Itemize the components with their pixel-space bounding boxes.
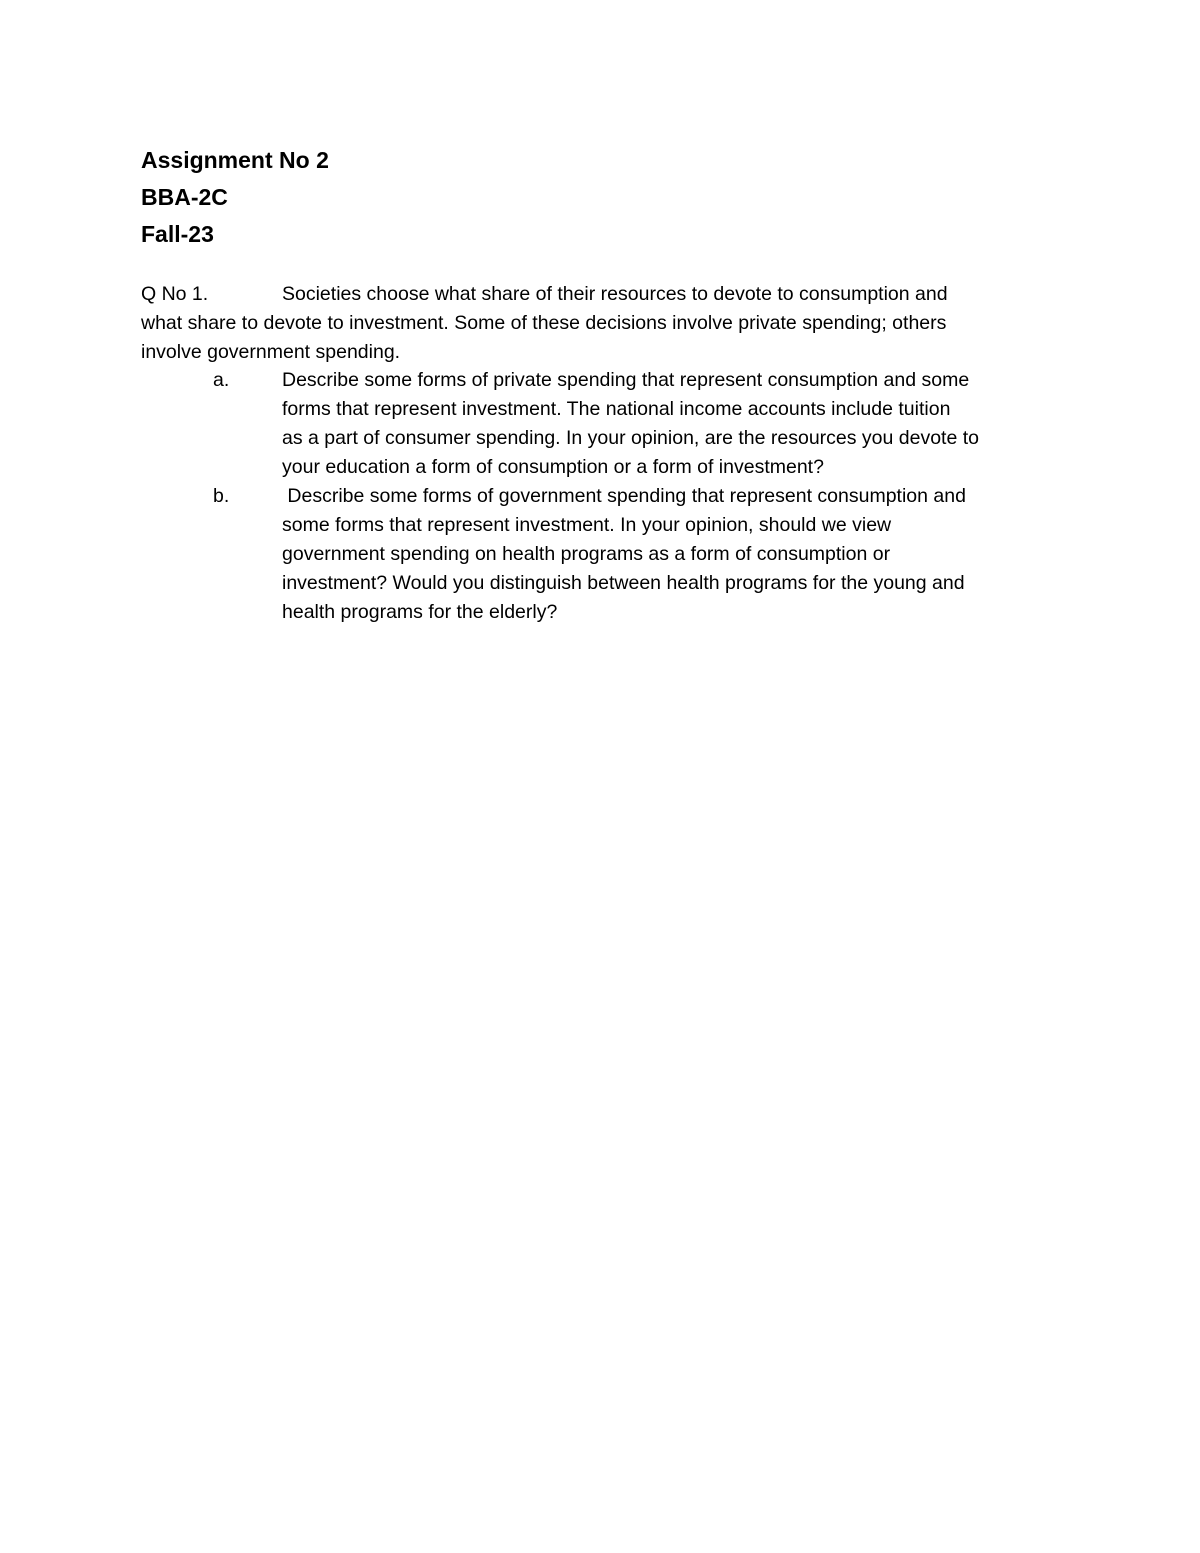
part-marker: a. [213, 369, 230, 391]
question-line: Societies choose what share of their resources to devote to consumption and [282, 283, 948, 305]
part-line: forms that represent investment. The national income accounts include tuition [282, 398, 951, 420]
term-label: Fall-23 [141, 221, 214, 247]
part-line: health programs for the elderly? [282, 601, 558, 623]
part-line: government spending on health programs as a form of consumption or [282, 543, 891, 565]
part-line: as a part of consumer spending. In your opinion, are the resources you devote to [282, 427, 980, 449]
part-line: Describe some forms of government spending that represent consumption and [282, 485, 966, 507]
assignment-title: Assignment No 2 [141, 147, 329, 173]
part-line: your education a form of consumption or a form of investment? [282, 456, 824, 478]
question-label: Q No 1. [141, 283, 209, 305]
part-line: Describe some forms of private spending that represent consumption and some [282, 369, 970, 391]
question-line: what share to devote to investment. Some of these decisions involve private spending; others [141, 312, 947, 334]
part-line: investment? Would you distinguish between health programs for the young and [282, 572, 965, 594]
question-1 [141, 280, 1061, 367]
part-marker: b. [213, 485, 230, 507]
part-line: some forms that represent investment. In your opinion, should we view [282, 514, 892, 536]
class-label: BBA-2C [141, 184, 228, 210]
question-line: involve government spending. [141, 341, 401, 363]
